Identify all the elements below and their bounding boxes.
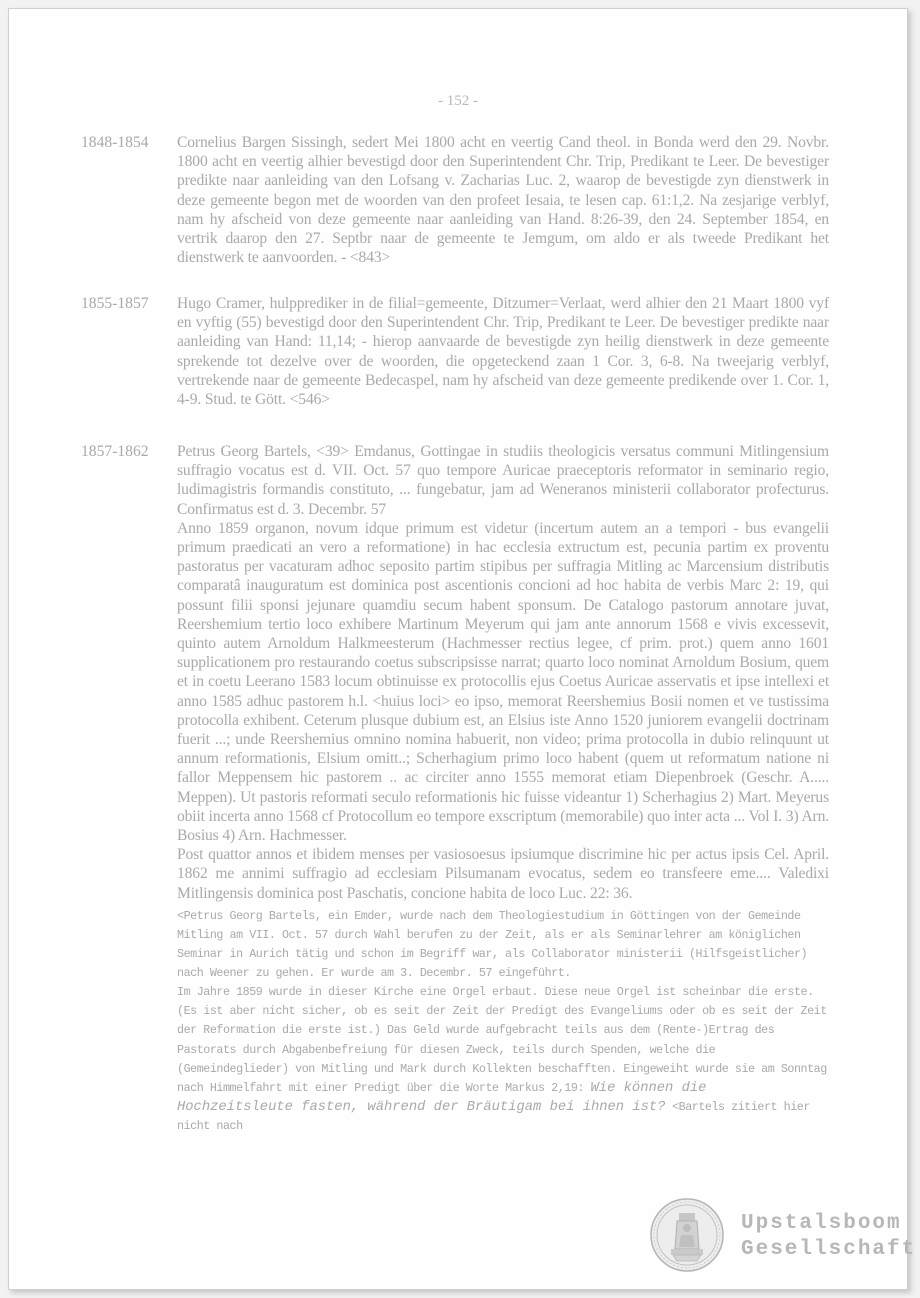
- seal-logo-icon: [649, 1197, 725, 1273]
- page-number: - 152 -: [438, 93, 478, 109]
- entry-paragraph: Cornelius Bargen Sissingh, sedert Mei 1800 acht en veertig Cand theol. in Bonda werd den 29. Novbr. 1800 acht en veertig alhier bevestigd door den Superintendent Chr. Trip, Predikant te Leer. De bevestiger predikte naar aanleiding van den Lofsang v. Zacharias Luc. 2, waarop de bevestigde zyn dienstwerk in deze gemeente begon met de woorden van den profeet Iesaia, te lesen cap. 61:1,2. Na zesjarige verblyf, nam hy afscheid von deze gemeente naar aanleiding van Hand. 8:26-39, den 24. September 1854, en vertrik daarop den 27. Septbr naar de gemeente te Jemgum, om aldo er als tweede Predikant het dienstwerk te aanvoorden. - <843>: [177, 134, 829, 267]
- brand-line: Gesellschaft: [741, 1238, 917, 1261]
- entry-years: 1848-1854: [81, 134, 149, 151]
- translation-text: Im Jahre 1859 wurde in dieser Kirche eine Orgel erbaut. Diese neue Orgel ist scheinbar die erste. (Es ist aber nicht sicher, ob es seit der Zeit der Predigt des Evangeliums oder ob es seit der Zeit der Reformation die erste ist.) Das Geld wurde aufgebracht teils aus dem (Rente-)Ertrag des Pastorats durch Abgabenbefreiung für diesen Zweck, teils durch Spenden, welche die (Gemeindeglieder) von Mitling und Mark durch Kollekten beschafften. Eingeweiht wurde sie am Sonntag nach Himmelfahrt mit einer Predigt über die Worte Markus 2,19:: [177, 985, 827, 1095]
- brand-name: [741, 1211, 916, 1263]
- entry-paragraph: Post quattor annos et ibidem menses per vasiosoesus ipsiumque discrimine hic per actus ipsis Cel. April. 1862 me annimi suffragio ad ecclesiam Pilsumanam evocatus, sedem eo transfeere eme.... Valedixi Mitlingensis dominica post Paschatis, concione habita de loco Luc. 22: 36.: [177, 846, 829, 902]
- entry-text: [177, 133, 829, 267]
- entry-years: 1857-1862: [81, 443, 149, 460]
- bible-quote: Wie können die Hochzeitsleute fasten, während der Bräutigam bei ihnen ist?: [177, 1080, 707, 1115]
- entry-text: [177, 294, 829, 409]
- translation-tail: <Bartels zitiert hier nicht nach: [177, 1099, 810, 1133]
- chronicle-entry: [81, 442, 841, 1136]
- entry-text: [177, 442, 829, 1136]
- translation-paragraph: <Petrus Georg Bartels, ein Emder, wurde nach dem Theologiestudium in Göttingen von der Gemeinde Mitling am VII. Oct. 57 durch Wahl berufen zu der Zeit, als er als Seminarlehrer am königlichen Seminar in Aurich tätig und schon im Begriff war, als Collaborator ministerii (Hilfsgeistlicher) nach Weener zu gehen. Er wurde am 3. Decembr. 57 eingeführt.: [177, 908, 808, 981]
- chronicle-entry: [81, 294, 841, 409]
- publisher-footer: [649, 1197, 917, 1277]
- entry-years: 1855-1857: [81, 295, 149, 312]
- document-page: [8, 8, 917, 1290]
- entry-paragraph: Anno 1859 organon, novum idque primum est videtur (incertum autem an a tempori - bus evangelii primum praedicati an vero a reformatione) in hac ecclesia extructum est, pecunia partim ex proventu pastoratus per vacaturam adhoc seposito partim stipibus per suffragia Mitling ac Marcensium distributis comparatâ inauguratum est dominica post ascentionis concioni ad hoc habita de verbis Marc 2: 19, qui possunt filii sponsi jejunare quamdiu secum habent sponsum. De Catalogo pastorum annotare juvat, Reershemium tertio loco exhibere Martinum Meyerum qui jam ante annorum 1568 e vivis excessevit, quinto autem Arnoldum Halkmeesterum (Hachmesser rectius legee, cf prim. prot.) quem anno 1601 supplicationem pro restaurando coetus subscripsisse narrat; quarto loco nominat Arnoldum Bosium, quem et in coetu Leerano 1583 locum obtinuisse ex protocollis ejus Coetus Auricae asservatis et ipse intellexi et anno 1585 adhuc pastorem h.l. <huius loci> eo ipso, memorat Reershemius Bosii nomen et ve tustissima protocolla exhibent. Ceterum plusque dubium est, an Elsius iste Anno 1520 juniorem evangelii doctrinam fuerit ...; unde Reershemius omnino nomina habuerit, non video; prima protocolla in dubio relinquunt ut annum reformationis, Elsium omitt..; Scherhagium primo loco habent (quem ut reformatum natione ni fallor Meppensem hic pastorem .. ac circiter anno 1555 memorat etiam Diepenbroek (Geschr. A..... Meppen). Ut pastoris reformati seculo reformationis hic fuisse videantur 1) Scherhagius 2) Mart. Meyerus obiit incerta anno 1568 cf Protocollum eo tempore exscriptum (memorabile) quo inter acta ... Vol I. 3) Arn. Bosius 4) Arn. Hachmesser.: [177, 519, 829, 845]
- chronicle-entry: [81, 133, 841, 267]
- translation-paragraph: [177, 983, 829, 1136]
- german-translation: [177, 907, 829, 1136]
- entry-paragraph: Petrus Georg Bartels, <39> Emdanus, Gottingae in studiis theologicis versatus communi Mitlingensium suffragio vocatus est d. VII. Oct. 57 quo tempore Auricae praeceptoris reformator in seminario regio, ludimagistris formandis constituto, ... fungebatur, jam ad Weneranos ministerii collaborator profecturus. Confirmatus est d. 3. Decembr. 57: [177, 443, 829, 518]
- entry-paragraph: Hugo Cramer, hulpprediker in de filial=gemeente, Ditzumer=Verlaat, werd alhier den 21 Maart 1800 vyf en vyftig (55) bevestigd door den Superintendent Chr. Trip, Predikant te Leer. De bevestiger predikte naar aanleiding van Hand: 11,14; - hierop aanvaarde de bevestigde zyn heilig dienstwerk in deze gemeente sprekende tot dezelve over de woorden, die opgeteckend zaan 1 Cor. 3, 6-8. Na tweejarig verblyf, vertrekende naar de gemeente Bedecaspel, nam hy afscheid van deze gemeente predikende over 1. Cor. 1, 4-9. Stud. te Gött. <546>: [177, 295, 829, 409]
- brand-line: Upstalsboom: [741, 1212, 902, 1235]
